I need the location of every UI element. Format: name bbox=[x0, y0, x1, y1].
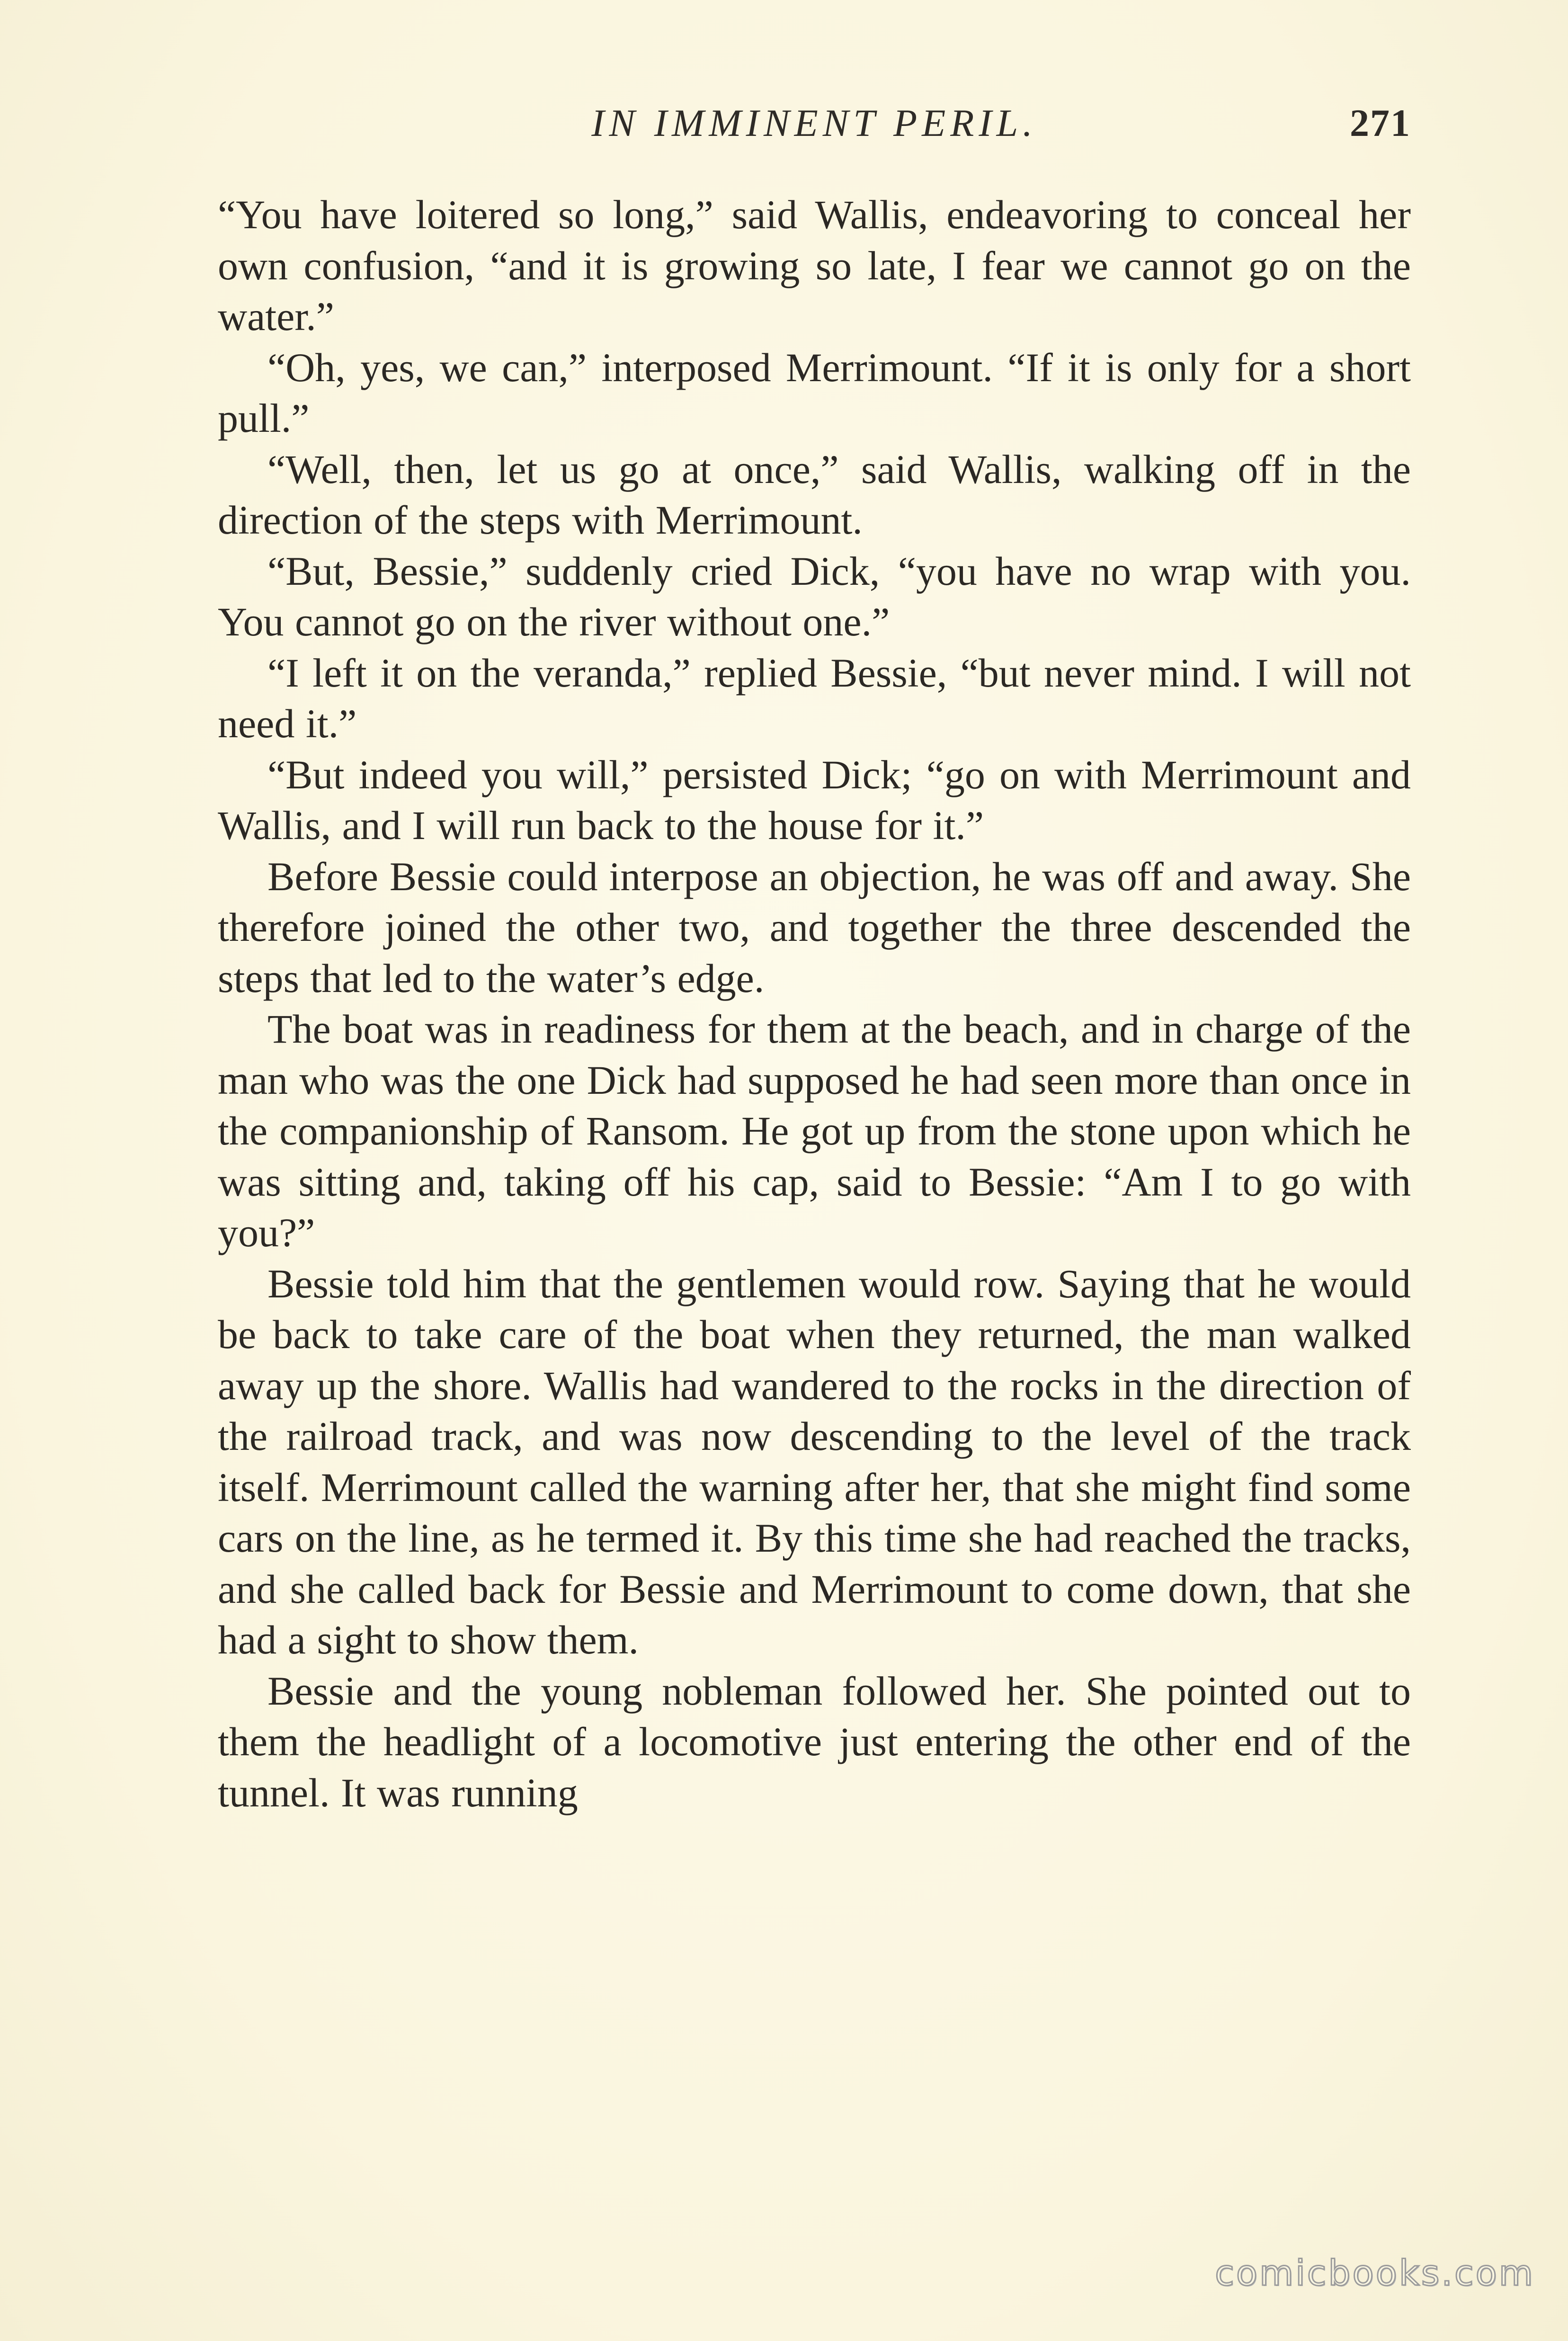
paragraph: “Oh, yes, we can,” interposed Merrimount. “If it is only for a short pull.” bbox=[218, 344, 1411, 441]
running-title: IN IMMINENT PERIL. bbox=[591, 101, 1037, 144]
body-text bbox=[218, 189, 1411, 1818]
paragraph: Before Bessie could interpose an objection, he was off and away. She therefore joined the other two, and together the three descended the steps that led to the water’s edge. bbox=[218, 853, 1411, 1001]
paragraph: “You have loitered so long,” said Wallis, endeavoring to conceal her own confusion, “and it is growing so late, I fear we cannot go on the water.” bbox=[218, 192, 1411, 339]
running-head bbox=[218, 97, 1411, 149]
paragraph: “But, Bessie,” suddenly cried Dick, “you have no wrap with you. You cannot go on the river without one.” bbox=[218, 548, 1411, 644]
paragraph: The boat was in readiness for them at the beach, and in charge of the man who was the one Dick had supposed he had seen more than once in the companionship of Ransom. He got up from the stone upon which he was sitting and, taking off his cap, said to Bessie: “Am I to go with you?” bbox=[218, 1006, 1411, 1255]
paragraph: Bessie and the young nobleman followed her. She pointed out to them the headlight of a locomotive just entering the other end of the tunnel. It was running bbox=[218, 1668, 1411, 1815]
paragraph: “Well, then, let us go at once,” said Wallis, walking off in the direction of the steps with Merrimount. bbox=[218, 446, 1411, 543]
page-number: 271 bbox=[1350, 101, 1411, 144]
paragraph: Bessie told him that the gentlemen would row. Saying that he would be back to take care of the boat when they returned, the man walked away up the shore. Wallis had wandered to the rocks in the direction of the railroad track, and was now descending to the level of the track itself. Merrimount called the warning after her, that she might find some cars on the line, as he termed it. By this time she had reached the tracks, and she called back for Bessie and Merrimount to come down, that she had a sight to show them. bbox=[218, 1260, 1411, 1662]
paragraph: “I left it on the veranda,” replied Bessie, “but never mind. I will not need it.” bbox=[218, 650, 1411, 746]
watermark: comicbooks.com bbox=[1215, 2253, 1535, 2294]
paragraph: “But indeed you will,” persisted Dick; “go on with Merrimount and Wallis, and I will run back to the house for it.” bbox=[218, 751, 1411, 848]
